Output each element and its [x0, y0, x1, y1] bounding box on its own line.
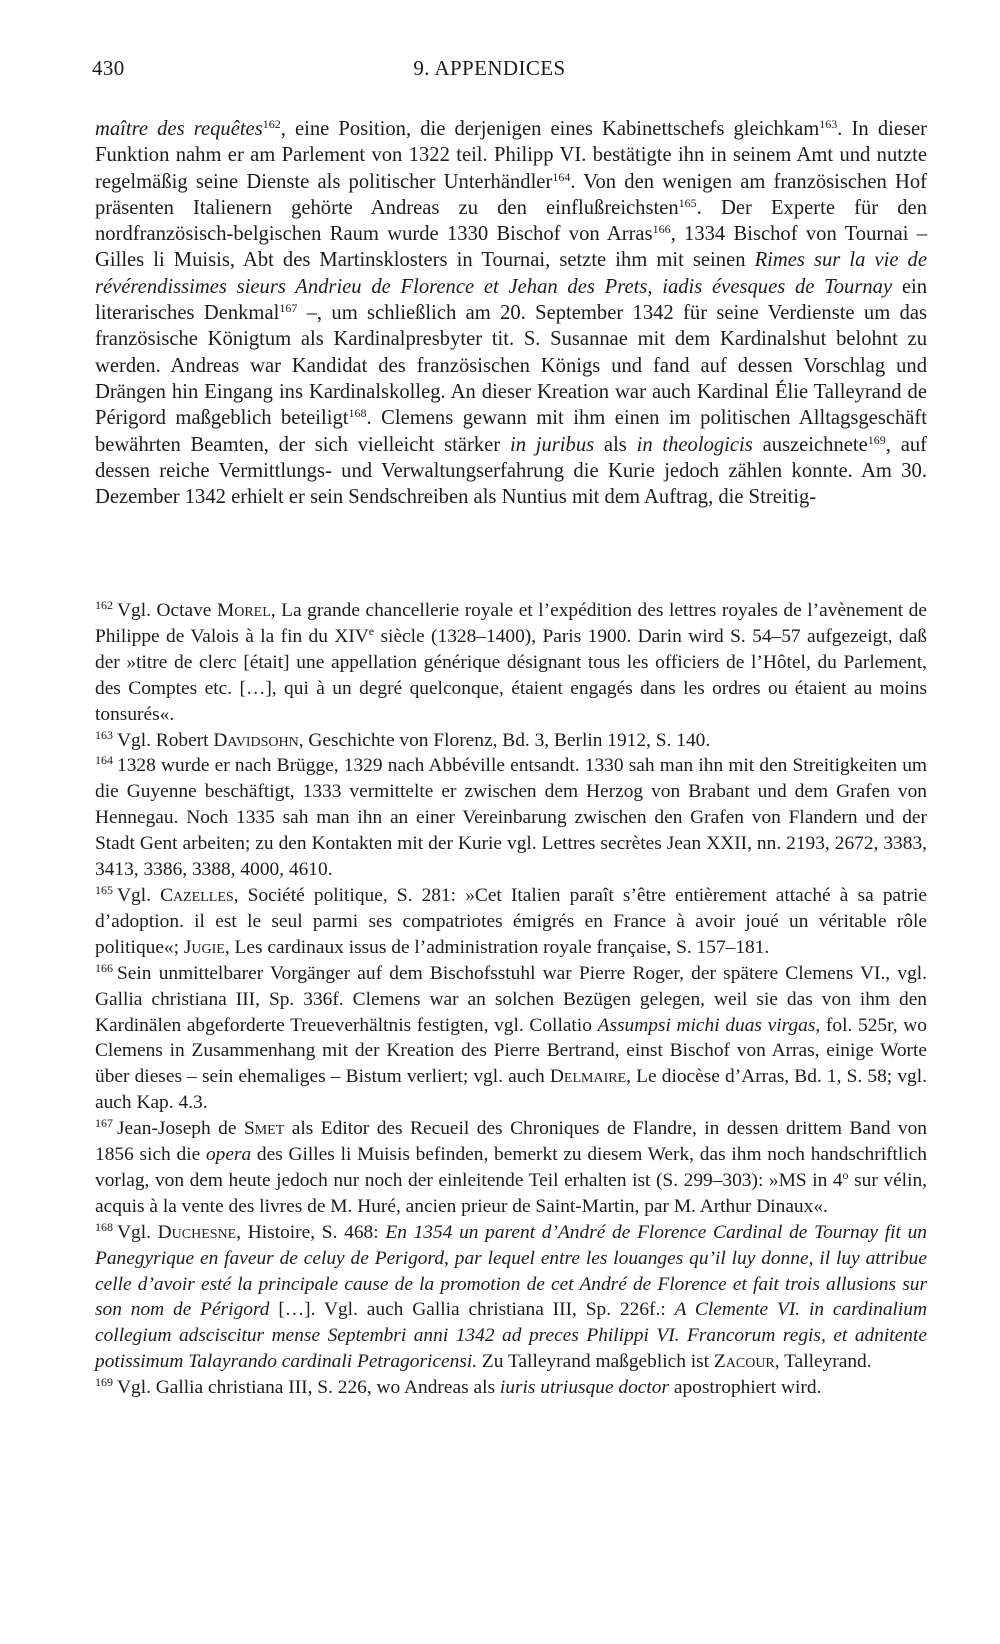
footnote-number: 166 — [95, 960, 113, 975]
italic-text: iuris utriusque doctor — [499, 1377, 670, 1399]
footnote-number: 162 — [95, 598, 113, 612]
footnote-167 — [95, 1116, 927, 1220]
superscript: e — [368, 623, 375, 638]
text-run: , fol. 525r, wo Clemens in Zusammenhang mit der Kreation des Pierre Bertrand, einst Bischof von Arras, einige Worte über dieses – sein ehemaliges – Bistum verliert; vgl. auch — [95, 1014, 927, 1088]
footnote-number: 165 — [95, 882, 113, 897]
text-run: Vgl. — [117, 884, 161, 906]
text-run: Vgl. Robert — [117, 729, 214, 751]
text-run: . In dieser Funktion nahm er am Parlement von 1322 teil. Philipp VI. bestätigte ihn in seinem Amt und nutzte regelmäßig seine Dienste als politischer Unterhändler — [95, 118, 927, 193]
small-caps-name: Morel — [216, 600, 271, 621]
small-caps-name: Jugie — [183, 936, 225, 958]
text-run: , Geschichte von Florenz, Bd. 3, Berlin 1912, S. 140. — [298, 729, 711, 751]
italic-text: A Clemente VI. in cardinalium collegium adsciscitur mense Septembri anni 1342 ad preces Philippi VI. Francorum regis, et adnitente potissimum Talayrando cardinali Petragoricensi. — [95, 1299, 927, 1373]
text-run: , auf dessen reiche Vermittlungs- und Verwaltungserfahrung die Kurie jedoch zählen konnte. Am 30. Dezember 1342 erhielt er sein Sendschreiben als Nuntius mit dem Auftrag, die Streitig- — [95, 433, 927, 509]
text-run: auszeichnete — [752, 433, 868, 456]
superscript: 168 — [348, 406, 367, 421]
text-run: ein literarisches Denkmal — [95, 275, 928, 325]
text-run: 1328 wurde er nach Brügge, 1329 nach Abbéville entsandt. 1330 sah man ihn mit den Streitigkeiten um die Guyenne beschäftigt, 1333 vermittelte er zwischen dem Herzog von Brabant und dem Grafen von Hennegau. Noch 1335 sah man ihn an einer Vereinbarung zwischen den Grafen von Flandern und der Stadt Gent arbeiten; zu den Kontakten mit der Kurie vgl. Lettres secrètes Jean XXII, nn. 2193, 2672, 3383, 3413, 3386, 3388, 4000, 4610. — [95, 755, 927, 881]
italic-text: En 1354 un parent d’André de Florence Cardinal de Tournay fit un Panegyrique en faveur de celuy de Perigord, par lequel entre les louanges qu’il luy donne, il luy attribue celle d’avoir esté la principale cause de la promotion de cet André de Florence et fait trois allusions sur son nom de Périgord — [95, 1221, 927, 1321]
text-run: […]. Vgl. auch Gallia christiana III, Sp. 226f.: — [269, 1299, 675, 1321]
superscript: 166 — [652, 222, 671, 237]
footnote-164 — [95, 753, 927, 883]
text-run: als Editor des Recueil des Chroniques de Flandre, in dessen drittem Band von 1856 sich die — [95, 1118, 927, 1166]
text-run: apostrophiert wird. — [669, 1377, 822, 1399]
text-run: sur vélin, acquis à la vente des livres de M. Huré, ancien prieur de Saint-Martin, par M. Arthur Dinaux«. — [95, 1169, 927, 1217]
footnote-168 — [95, 1220, 927, 1375]
chapter-title: 9. APPENDICES — [413, 56, 566, 80]
text-run: , Les cardinaux issus de l’administration royale française, S. 157–181. — [224, 936, 770, 958]
text-run: des Gilles li Muisis befinden, bemerkt zu diesem Werk, das ihm noch handschriftlich vorlag, von dem heute jedoch nur noch der einleitende Teil erhalten ist (S. 299–303): »MS in 4 — [95, 1144, 928, 1191]
text-run: siècle (1328–1400), Paris 1900. Darin wird S. 54–57 aufgezeigt, daß der »titre de clerc [était] une appellation générique désignant tous les officiers de l’Hôtel, du Parlement, des Comptes etc. […], qui à un degré quelconque, étaient engagés dans les ordres ou étaient au moins tonsurés«. — [95, 625, 927, 725]
superscript: 163 — [819, 117, 838, 131]
text-run: , La grande chancellerie royale et l’expédition des lettres royales de l’avènement de Philippe de Valois à la fin du XIV — [95, 600, 927, 647]
footnote-162 — [95, 598, 927, 728]
small-caps-name: Zacour — [713, 1351, 775, 1373]
text-run: , Histoire, S. 468: — [236, 1221, 386, 1243]
text-run: . Von den wenigen am französischen Hof präsenten Italienern gehörte Andreas zu den einflußreichsten — [95, 170, 927, 219]
italic-text: Rimes sur la vie de révérendissimes sieurs Andrieu de Florence et Jehan des Prets, iadis évesques de Tournay — [95, 249, 927, 298]
text-run: , Le diocèse d’Arras, Bd. 1, S. 58; vgl. auch Kap. 4.3. — [95, 1066, 927, 1114]
italic-text: opera — [205, 1144, 252, 1166]
text-run: Vgl. Gallia christiana III, S. 226, wo Andreas als — [117, 1377, 500, 1399]
footnote-163 — [95, 728, 927, 754]
footnote-165 — [95, 883, 927, 961]
text-run: Vgl. Octave — [117, 600, 217, 621]
footnote-number: 167 — [95, 1116, 113, 1131]
text-run: , Société politique, S. 281: »Cet Italien paraît s’être entièrement attaché à sa patrie d’adoption. il est le seul parmi ses compatriotes émigrés en France à avoir joué un véritable rôle politique«; — [95, 884, 927, 958]
text-run: , 1334 Bischof von Tournai – Gilles li Muisis, Abt des Martinsklosters in Tournai, setzte ihm mit seinen — [95, 223, 927, 272]
page-number: 430 — [92, 56, 125, 80]
text-run: Jean-Joseph de — [117, 1118, 244, 1140]
superscript: 164 — [552, 169, 571, 184]
body-paragraph — [95, 116, 927, 510]
running-head — [92, 56, 927, 86]
small-caps-name: Smet — [243, 1118, 285, 1140]
superscript: 162 — [262, 117, 281, 131]
text-run: als — [594, 433, 637, 456]
text-run: Zu Talleyrand maßgeblich ist — [477, 1351, 714, 1373]
italic-text: Assumpsi michi duas virgas — [597, 1014, 816, 1036]
footnote-number: 163 — [95, 727, 113, 742]
superscript: 169 — [867, 432, 886, 447]
footnotes — [95, 598, 927, 1401]
italic-text: maître des requêtes — [95, 118, 263, 140]
footnote-number: 168 — [95, 1219, 113, 1234]
superscript: 165 — [678, 195, 697, 210]
text-run: –, um schließlich am 20. September 1342 für seine Verdienste um das französische Königtum als Kardinalpresbyter tit. S. Susannae mit dem Kardinalshut belohnt zu werden. Andreas war Kandidat des französischen Königs und fand auf dessen Vorschlag und Drängen hin Eingang ins Kardinalskolleg. An dieser Kreation war auch Kardinal Élie Talleyrand de Périgord maßgeblich beteiligt — [95, 302, 927, 430]
footnote-number: 164 — [95, 753, 113, 768]
small-caps-name: Davidsohn — [213, 729, 299, 751]
footnote-166 — [95, 961, 927, 1116]
small-caps-name: Duchesne — [157, 1221, 237, 1243]
text-run: Sein unmittelbarer Vorgänger auf dem Bischofsstuhl war Pierre Roger, der spätere Clemens VI., vgl. Gallia christiana III, Sp. 336f. Clemens war an solchen Bezügen gelegen, weil sie das von ihm den Kardinälen abgeforderte Treueverhältnis festigten, vgl. Collatio — [95, 962, 927, 1036]
text-run: . Clemens gewann mit ihm einen im politischen Alltagsgeschäft bewährten Beamten, der sich vielleicht stärker — [95, 407, 927, 456]
superscript: 167 — [279, 301, 298, 316]
text-run: Vgl. — [117, 1221, 158, 1243]
text-run: , eine Position, die derjenigen eines Kabinettschefs gleichkam — [280, 118, 820, 140]
footnote-169 — [95, 1375, 927, 1401]
footnote-number: 169 — [95, 1375, 113, 1390]
small-caps-name: Cazelles — [160, 884, 234, 906]
italic-text: in juribus — [509, 433, 595, 456]
superscript: o — [842, 1167, 849, 1182]
small-caps-name: Delmaire — [549, 1066, 627, 1088]
text-run: . Der Experte für den nordfranzösisch-belgischen Raum wurde 1330 Bischof von Arras — [95, 196, 927, 246]
italic-text: in theologicis — [636, 433, 753, 456]
text-run: , Talleyrand. — [774, 1351, 872, 1373]
main-text — [95, 116, 927, 510]
